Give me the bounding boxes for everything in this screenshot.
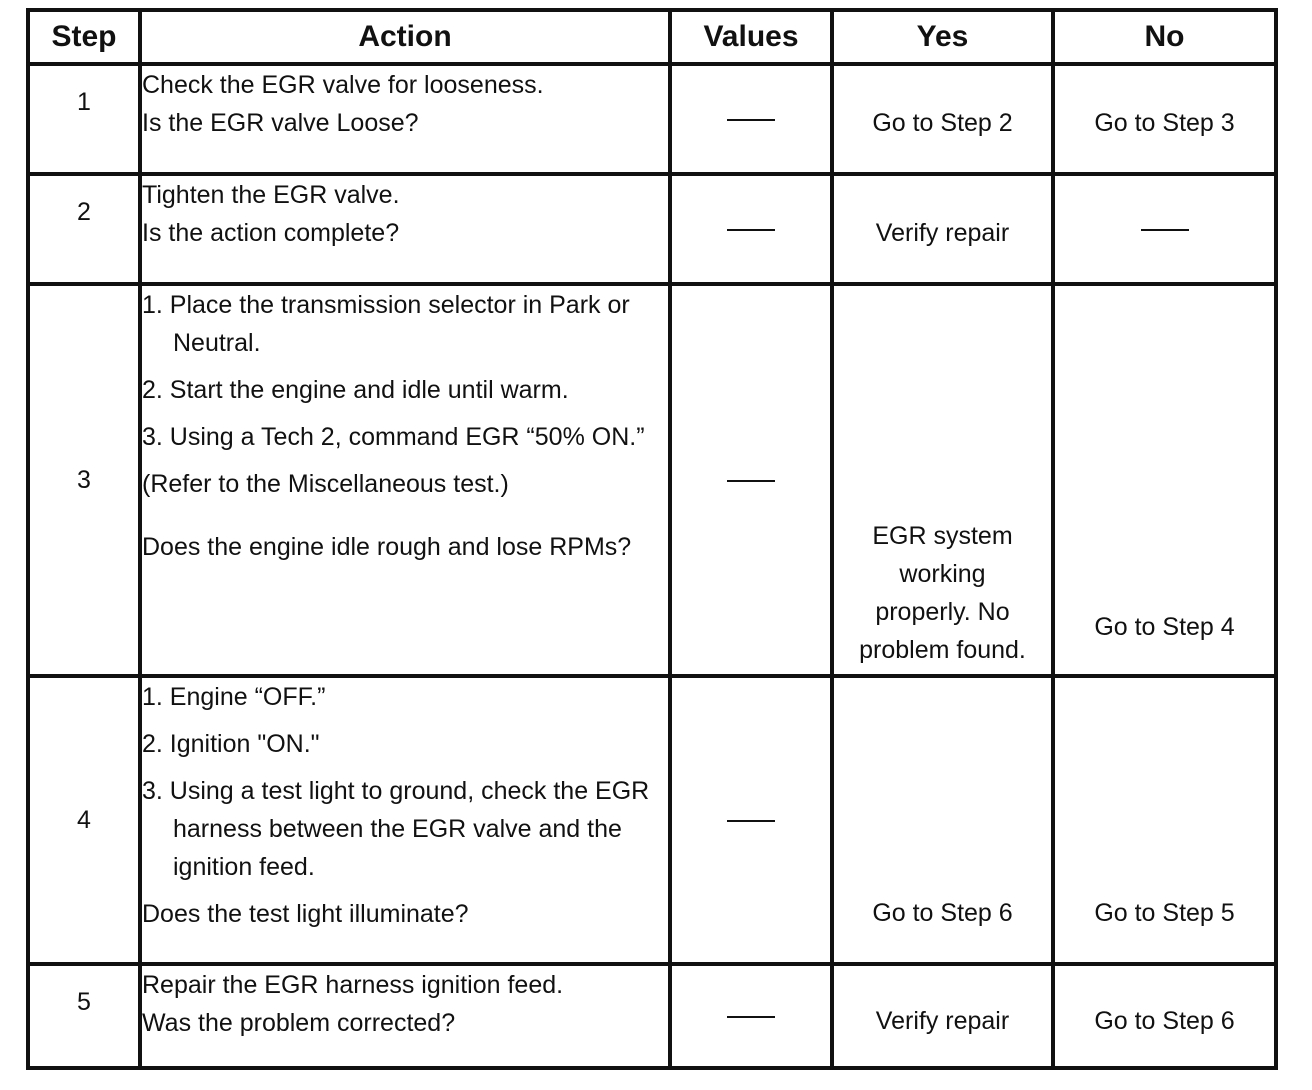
table-row <box>28 964 1276 1068</box>
action-step-item: 1. Place the transmission selector in Park or Neutral. <box>142 291 630 357</box>
header-action: Action <box>140 10 670 64</box>
action-step-item: 3. Using a test light to ground, check the EGR harness between the EGR valve and the ignition feed. <box>142 777 650 881</box>
no-cell <box>1053 64 1276 174</box>
action-question: Does the test light illuminate? <box>142 900 469 928</box>
no-result: Go to Step 3 <box>1094 109 1235 137</box>
diagnostic-table <box>26 8 1278 1070</box>
step-cell <box>28 676 140 964</box>
yes-result: Verify repair <box>875 219 1010 247</box>
action-text: Check the EGR valve for looseness. <box>142 71 544 99</box>
step-number: 5 <box>77 988 91 1016</box>
action-text: Repair the EGR harness ignition feed. <box>142 971 564 999</box>
values-cell <box>670 676 832 964</box>
header-yes: Yes <box>832 10 1053 64</box>
empty-value-dash <box>727 229 775 231</box>
header-no: No <box>1053 10 1276 64</box>
table-row <box>28 676 1276 964</box>
action-cell <box>140 676 670 964</box>
step-number: 3 <box>77 466 91 494</box>
empty-value-dash <box>727 119 775 121</box>
yes-result-line: properly. No <box>875 598 1010 626</box>
no-cell <box>1053 284 1276 676</box>
action-question: Is the action complete? <box>142 219 400 247</box>
yes-result-line: problem found. <box>859 636 1026 664</box>
action-step-item: 1. Engine “OFF.” <box>142 683 326 711</box>
header-step: Step <box>28 10 140 64</box>
step-cell <box>28 64 140 174</box>
yes-cell <box>832 964 1053 1068</box>
values-cell <box>670 174 832 284</box>
action-question: Was the problem corrected? <box>142 1009 456 1037</box>
table-header-row <box>28 10 1276 64</box>
yes-result-line: working <box>899 560 986 588</box>
step-number: 1 <box>77 88 91 116</box>
step-cell <box>28 964 140 1068</box>
action-step-item: 2. Start the engine and idle until warm. <box>142 376 569 404</box>
no-cell <box>1053 964 1276 1068</box>
action-cell <box>140 174 670 284</box>
yes-cell <box>832 174 1053 284</box>
step-cell <box>28 174 140 284</box>
yes-cell <box>832 676 1053 964</box>
no-cell <box>1053 676 1276 964</box>
table-row <box>28 174 1276 284</box>
action-step-item: 3. Using a Tech 2, command EGR “50% ON.” <box>142 423 645 451</box>
yes-result: Go to Step 6 <box>872 899 1013 927</box>
yes-result: Go to Step 2 <box>872 109 1013 137</box>
step-number: 2 <box>77 198 91 226</box>
empty-value-dash <box>727 480 775 482</box>
values-cell <box>670 964 832 1068</box>
action-question: Is the EGR valve Loose? <box>142 109 419 137</box>
empty-value-dash <box>727 1016 775 1018</box>
values-cell <box>670 284 832 676</box>
action-cell <box>140 64 670 174</box>
table-row <box>28 284 1276 676</box>
no-result: Go to Step 6 <box>1094 1007 1235 1035</box>
step-cell <box>28 284 140 676</box>
header-values: Values <box>670 10 832 64</box>
no-cell <box>1053 174 1276 284</box>
yes-result: Verify repair <box>875 1007 1010 1035</box>
table-row <box>28 64 1276 174</box>
action-text: Tighten the EGR valve. <box>142 181 400 209</box>
action-question: Does the engine idle rough and lose RPMs? <box>142 533 632 561</box>
no-result: Go to Step 4 <box>1094 613 1235 641</box>
yes-cell <box>832 64 1053 174</box>
empty-value-dash <box>727 820 775 822</box>
values-cell <box>670 64 832 174</box>
step-number: 4 <box>77 806 91 834</box>
no-result: Go to Step 5 <box>1094 899 1235 927</box>
action-step-item: 2. Ignition "ON." <box>142 730 320 758</box>
action-cell <box>140 964 670 1068</box>
action-note: (Refer to the Miscellaneous test.) <box>142 470 509 498</box>
action-cell <box>140 284 670 676</box>
yes-cell <box>832 284 1053 676</box>
empty-no-dash <box>1141 229 1189 231</box>
yes-result-line: EGR system <box>872 522 1013 550</box>
